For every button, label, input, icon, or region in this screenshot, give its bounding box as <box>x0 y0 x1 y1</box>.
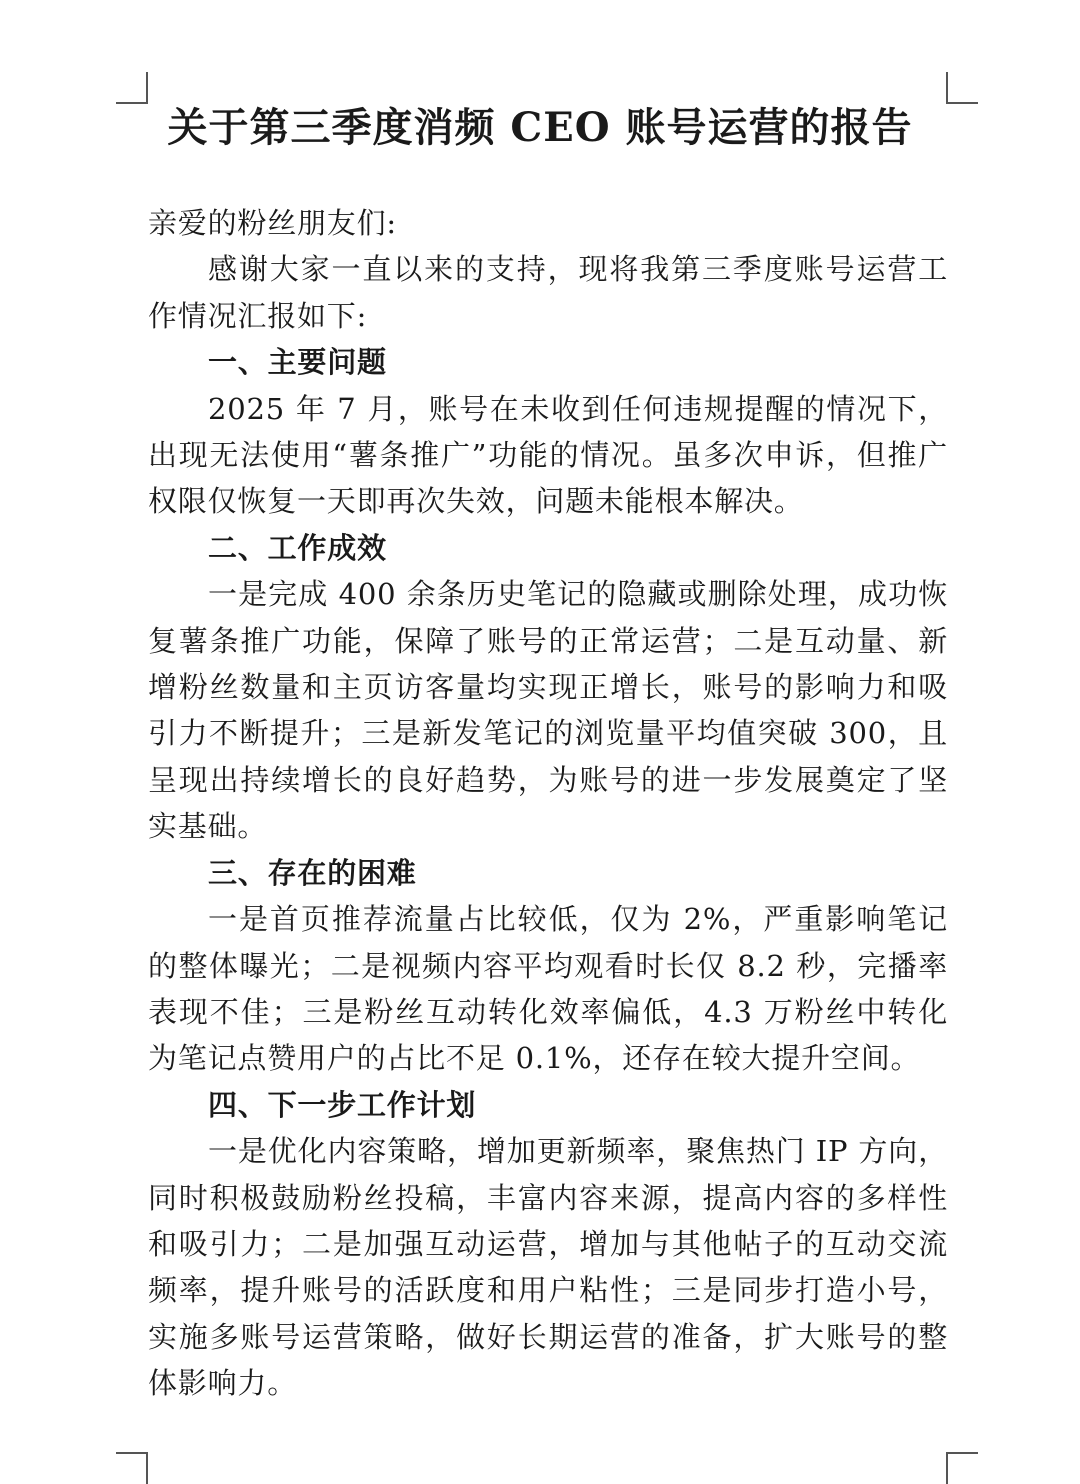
salutation: 亲爱的粉丝朋友们: <box>148 206 397 240</box>
section-heading-results: 二、工作成效 <box>208 530 387 565</box>
intro-paragraph: 感谢大家一直以来的支持，现将我第三季度账号运营工作情况汇报如下: <box>148 252 948 333</box>
document-title: 关于第三季度消频 CEO 账号运营的报告 <box>167 104 913 151</box>
section-heading-next-steps: 四、下一步工作计划 <box>208 1087 477 1122</box>
section-body-difficulties: 一是首页推荐流量占比较低，仅为 2%，严重影响笔记的整体曝光；二是视频内容平均观看时长仅 8.2 秒，完播率表现不佳；三是粉丝互动转化效率偏低，4.3 万粉丝中转化为笔记点赞用户的占比不足 0.1%，还存在较大提升空间。 <box>148 902 948 1076</box>
section-heading-problems: 一、主要问题 <box>208 345 387 380</box>
section-body-next-steps: 一是优化内容策略，增加更新频率，聚焦热门 IP 方向，同时积极鼓励粉丝投稿，丰富内容来源，提高内容的多样性和吸引力；二是加强互动运营，增加与其他帖子的互动交流频率，提升账号的活跃度和用户粘性；三是同步打造小号，实施多账号运营策略，做好长期运营的准备，扩大账号的整体影响力。 <box>148 1134 948 1401</box>
crop-mark-bottom-left <box>116 1452 148 1484</box>
section-body-results: 一是完成 400 余条历史笔记的隐藏或删除处理，成功恢复薯条推广功能，保障了账号的正常运营；二是互动量、新增粉丝数量和主页访客量均实现正增长，账号的影响力和吸引力不断提升；三是新发笔记的浏览量平均值突破 300，且呈现出持续增长的良好趋势，为账号的进一步发展奠定了坚实基础。 <box>148 577 948 844</box>
crop-mark-bottom-right <box>946 1452 978 1484</box>
document-body <box>148 200 948 1407</box>
section-body-problems: 2025 年 7 月，账号在未收到任何违规提醒的情况下，出现无法使用“薯条推广”功能的情况。虽多次申诉，但推广权限仅恢复一天即再次失效，问题未能根本解决。 <box>148 391 948 519</box>
section-heading-difficulties: 三、存在的困难 <box>208 855 417 890</box>
